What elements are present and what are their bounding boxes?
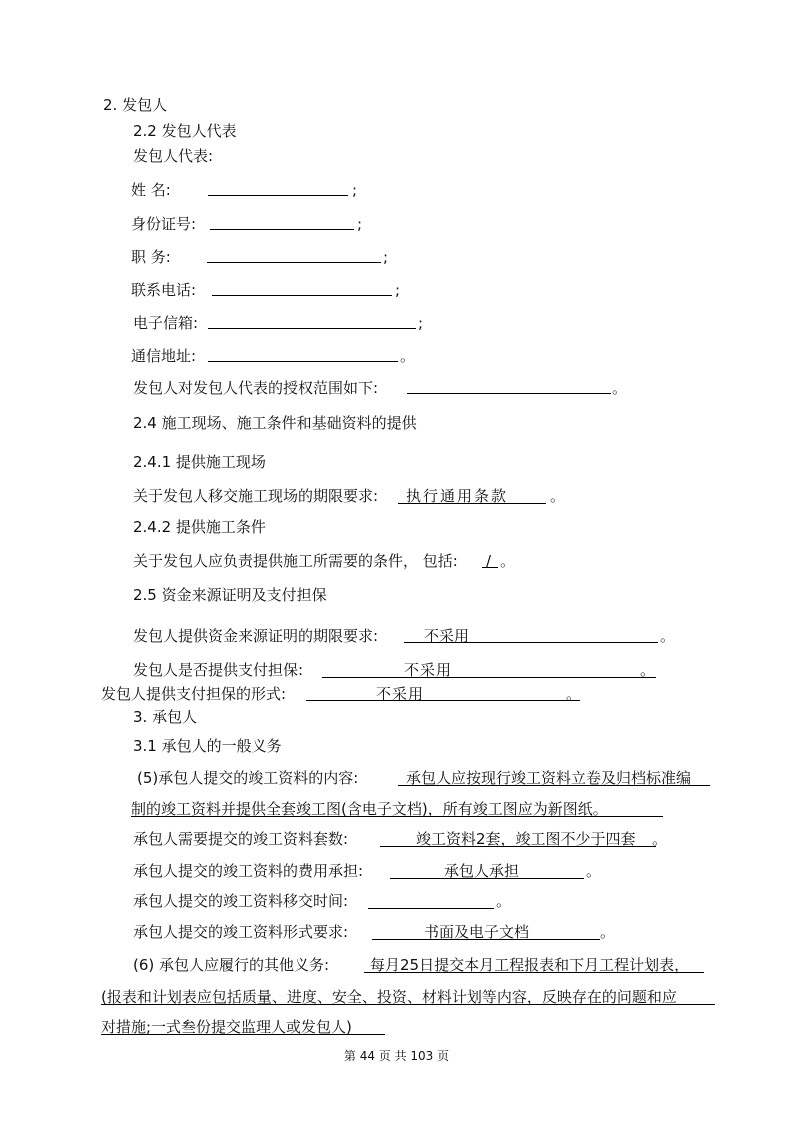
fmt-end: 。 [600,923,616,941]
site-value: 执行通用条款 [406,487,509,505]
phone-end: ; [395,281,401,299]
subsection-3-1: 3.1 承包人的一般义务 [133,737,282,755]
form-value: 不采用 [376,685,425,703]
sets-label: 承包人需要提交的竣工资料套数: [133,830,349,848]
email-blank[interactable] [208,328,416,329]
form-underline [306,700,580,701]
auth-label: 发包人对发包人代表的授权范围如下: [133,379,379,397]
cond-end: 。 [500,552,516,570]
phone-label: 联系电话: [131,281,197,299]
item5-label: (5)承包人提交的竣工资料的内容: [137,769,359,787]
time-blank[interactable] [368,908,494,909]
item5-value-1: 承包人应按现行竣工资料立卷及归档标准编 [406,769,692,787]
site-label: 关于发包人移交施工现场的期限要求: [133,487,379,505]
cost-end: 。 [586,862,602,880]
cond-label: 关于发包人应负责提供施工所需要的条件， 包括: [133,552,458,570]
id-end: ; [357,215,363,233]
item6-value-1: 每月25日提交本月工程报表和下月工程计划表， [370,956,690,974]
guar-end: 。 [640,661,656,679]
item6-value-3: 对措施;一式叁份提交监理人或发包人) [101,1018,352,1036]
subsection-2-5: 2.5 资金来源证明及支付担保 [133,586,327,604]
subsection-2-4-2: 2.4.2 提供施工条件 [133,518,266,536]
guar-label: 发包人是否提供支付担保: [133,661,304,679]
form-end: 。 [566,685,582,703]
name-blank[interactable] [208,195,348,196]
addr-label: 通信地址: [131,347,197,365]
phone-blank[interactable] [212,295,392,296]
title-blank[interactable] [207,262,381,263]
item6-label: (6) 承包人应履行的其他义务: [133,956,330,974]
title-end: ; [383,248,389,266]
auth-blank[interactable] [407,393,611,394]
fmt-value: 书面及电子文档 [424,923,530,941]
email-label: 电子信箱: [133,314,199,332]
site-end: 。 [550,487,566,505]
item6-value-2: (报表和计划表应包括质量、进度、安全、投资、材料计划等内容，反映存在的问题和应 [101,988,677,1006]
addr-blank[interactable] [208,361,398,362]
section-heading-3: 3. 承包人 [133,708,198,726]
fmt-label: 承包人提交的竣工资料形式要求: [133,923,349,941]
form-label: 发包人提供支付担保的形式: [101,685,287,703]
id-blank[interactable] [210,229,354,230]
name-end: ; [352,181,358,199]
rep-label: 发包人代表: [133,147,214,165]
name-label: 姓 名: [131,181,171,199]
auth-end: 。 [612,379,628,397]
sets-value: 竣工资料2套，竣工图不少于四套 [416,830,636,848]
id-label: 身份证号: [131,215,197,233]
fund-label: 发包人提供资金来源证明的期限要求: [133,627,379,645]
guar-underline [322,677,656,678]
section-heading-2: 2. 发包人 [103,96,168,114]
subsection-2-4-1: 2.4.1 提供施工现场 [133,453,266,471]
item5-value-2: 制的竣工资料并提供全套竣工图(含电子文档)，所有竣工图应为新图纸。 [131,800,608,818]
subsection-2-4: 2.4 施工现场、施工条件和基础资料的提供 [133,414,417,432]
sets-end: 。 [652,830,668,848]
page-number: 第 44 页 共 103 页 [343,1049,450,1063]
cost-label: 承包人提交的竣工资料的费用承担: [133,862,364,880]
time-end: 。 [496,892,512,910]
fund-end: 。 [660,627,676,645]
guar-value: 不采用 [404,661,453,679]
addr-end: 。 [400,347,416,365]
cond-value: / [486,552,492,570]
fund-value: 不采用 [424,627,470,645]
time-label: 承包人提交的竣工资料移交时间: [133,892,349,910]
email-end: ; [418,314,424,332]
cost-value: 承包人承担 [444,862,520,880]
subsection-2-2: 2.2 发包人代表 [133,122,237,140]
title-label: 职 务: [131,248,171,266]
